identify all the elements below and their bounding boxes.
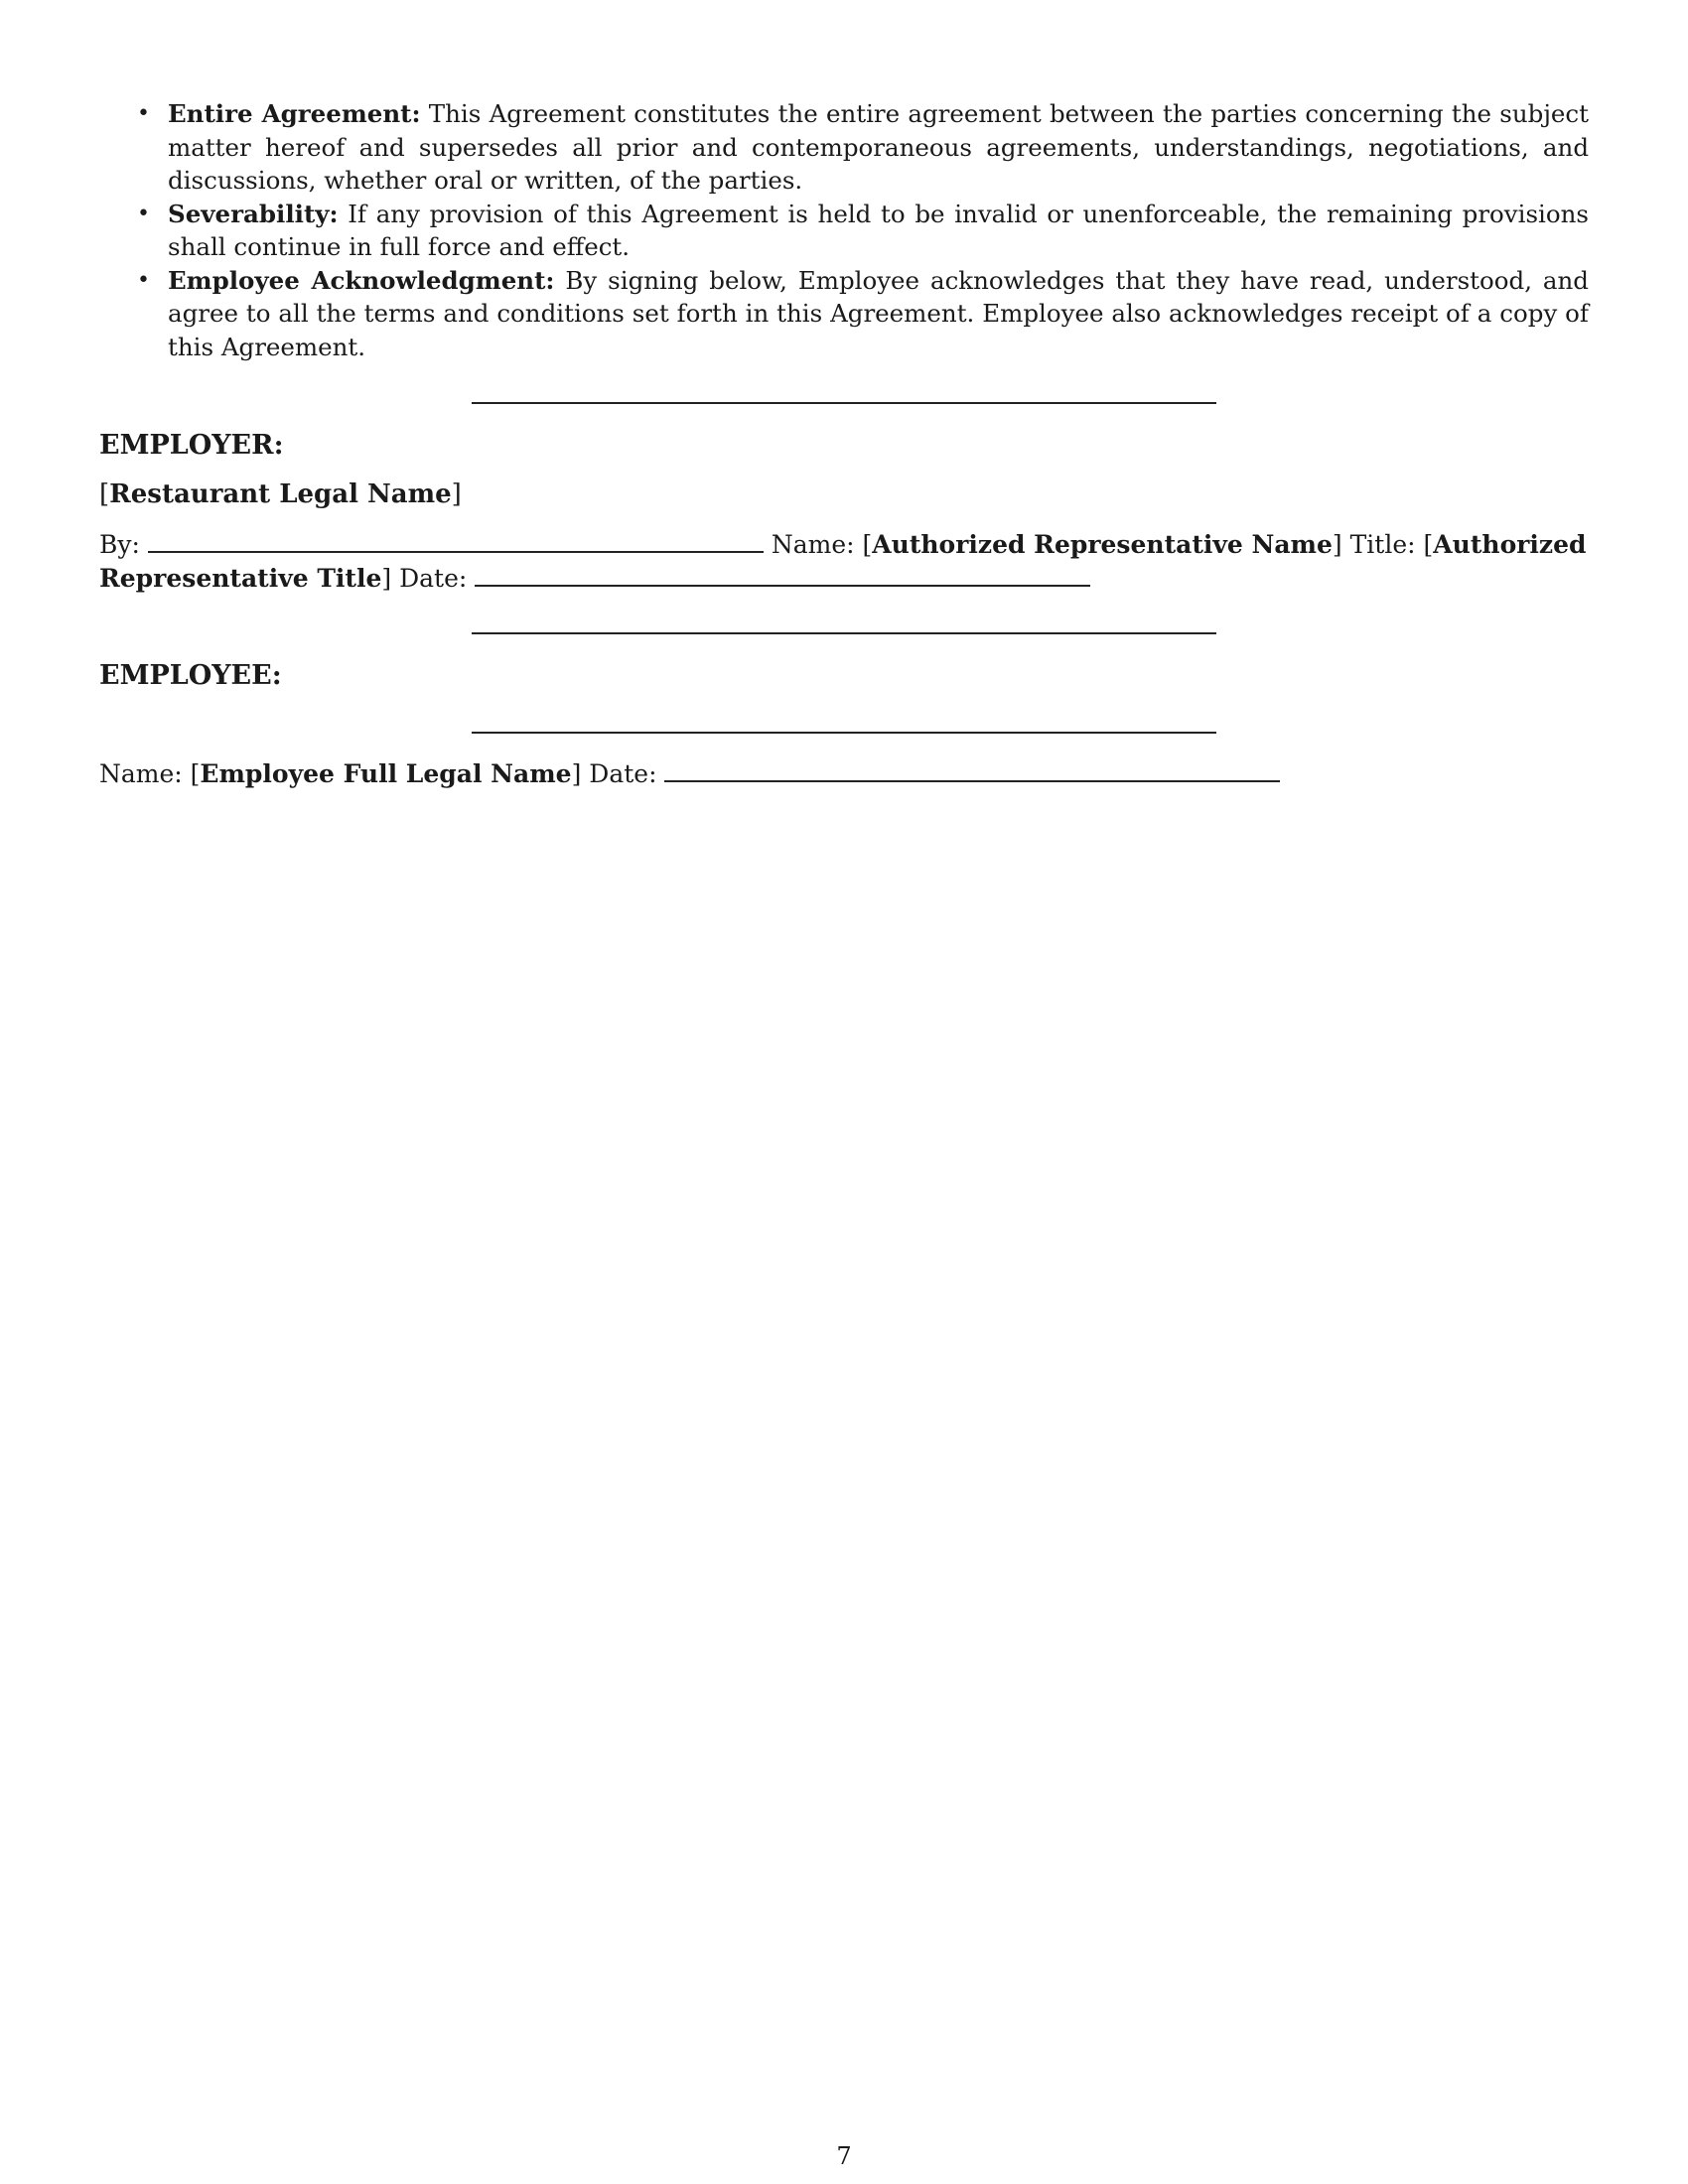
clause-list: [99, 97, 1589, 363]
employee-signature-line[interactable]: [472, 732, 1216, 734]
page-number: 7: [836, 2142, 852, 2170]
date-label: Date:: [399, 563, 468, 593]
employer-signature-line[interactable]: [472, 402, 1216, 404]
employee-name-block: Name: [Employee Full Legal Name] Date:: [99, 757, 1589, 791]
employer-heading: EMPLOYER:: [99, 430, 284, 461]
employer-legal-name-block: [Restaurant Legal Name]: [99, 479, 462, 509]
employee-name-label: Name:: [99, 759, 183, 788]
employee-heading: EMPLOYEE:: [99, 660, 282, 691]
employer-heading-block: [99, 429, 1589, 464]
name-label: Name:: [771, 530, 855, 559]
by-label: By:: [99, 530, 140, 559]
by-signature-field[interactable]: [148, 529, 764, 553]
bullet-icon: •: [137, 267, 150, 293]
authorized-representative-name: Authorized Representative Name: [872, 530, 1333, 559]
employer-signatory-block: By: Name: [Authorized Representative Name] Title: [Authorized Representative Title] Date:: [99, 530, 1587, 593]
restaurant-legal-name: Restaurant Legal Name: [109, 479, 452, 509]
clause-term: Employee Acknowledgment:: [168, 265, 555, 295]
clause-term: Entire Agreement:: [168, 99, 421, 128]
clause-severability: [99, 198, 1589, 264]
clause-entire-agreement: [99, 97, 1589, 198]
employee-full-legal-name: Employee Full Legal Name: [200, 759, 572, 788]
clause-text: If any provision of this Agreement is held to be invalid or unenforceable, the remaining provisions shall continue in full force and effect.: [168, 199, 1589, 261]
employer-date-field[interactable]: [475, 563, 1090, 587]
clause-text: This Agreement constitutes the entire agreement between the parties concerning the subject matter hereof and supersedes all prior and contemporaneous agreements, understandings, negotiations, and discussions, whether oral or written, of the parties.: [168, 99, 1589, 195]
clauses-section: [99, 97, 1589, 363]
divider-line: [472, 632, 1216, 634]
employee-date-field[interactable]: [664, 758, 1280, 782]
employee-date-label: Date:: [589, 759, 657, 788]
bullet-icon: •: [137, 101, 150, 126]
clause-text: By signing below, Employee acknowledges that they have read, understood, and agree to all the terms and conditions set forth in this Agreement. Employee also acknowledges receipt of a copy of this Agreement.: [168, 265, 1589, 361]
bullet-icon: •: [137, 201, 150, 226]
authorized-representative-title: Authorized Representative Title: [99, 530, 1587, 593]
clause-employee-acknowledgment: [99, 264, 1589, 364]
clause-term: Severability:: [168, 199, 339, 228]
employee-heading-block: [99, 659, 1589, 694]
title-label: Title:: [1349, 530, 1416, 559]
